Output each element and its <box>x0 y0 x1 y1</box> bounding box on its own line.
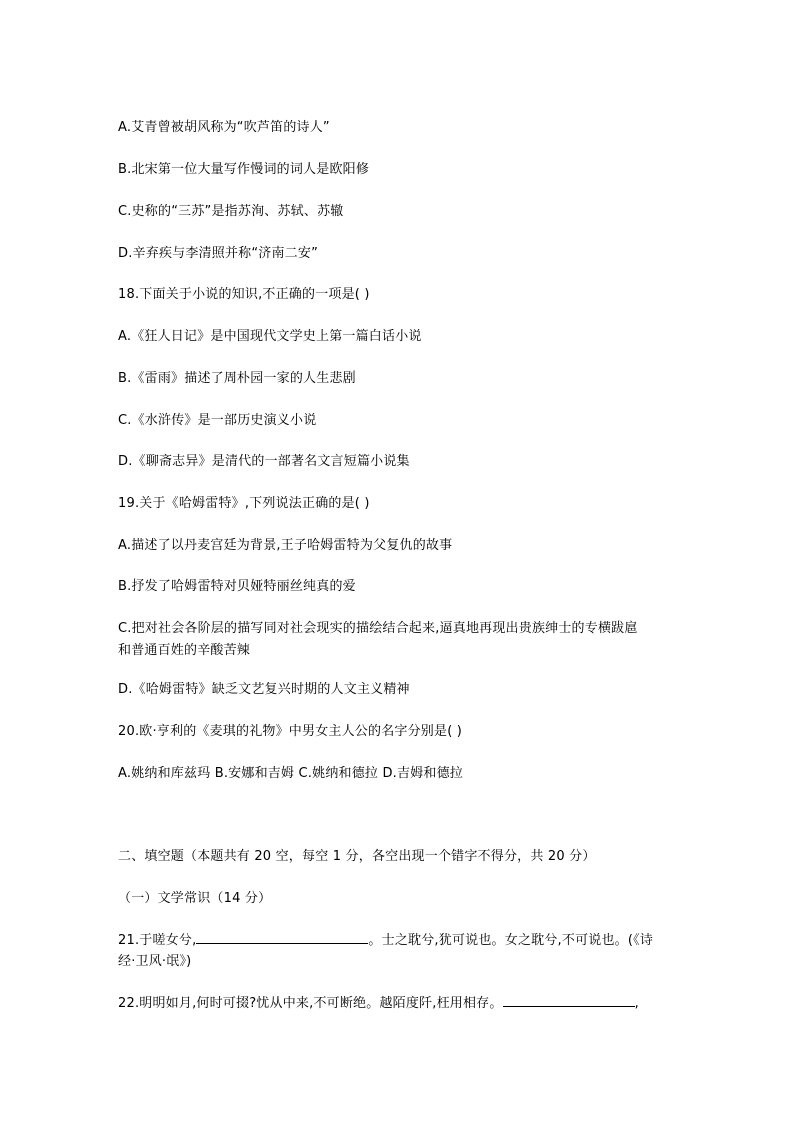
q21-prefix: 21.于嗟女兮, <box>118 933 197 948</box>
q18-option-c: C.《水浒传》是一部历史演义小说 <box>118 413 317 428</box>
q22-line1 <box>118 992 678 1015</box>
q21-answer-blank[interactable] <box>196 929 368 944</box>
q18-option-d: D.《聊斋志异》是清代的一部著名文言短篇小说集 <box>118 454 410 469</box>
q19-option-d: D.《哈姆雷特》缺乏文艺复兴时期的人文主义精神 <box>118 682 410 697</box>
q19-option-c-line1: C.把对社会各阶层的描写同对社会现实的描绘结合起来,逼真地再现出贵族绅士的专横跋扈 <box>118 621 638 636</box>
q21-suffix: 。士之耽兮,犹可说也。女之耽兮,不可说也。(《诗 <box>368 933 654 948</box>
q22-prefix: 22.明明如月,何时可掇?忧从中来,不可断绝。越陌度阡,枉用相存。 <box>118 996 503 1011</box>
q20-stem: 20.欧·亨利的《麦琪的礼物》中男女主人公的名字分别是( ) <box>118 724 463 739</box>
q22-answer-blank[interactable] <box>503 992 635 1007</box>
q19-option-a: A.描述了以丹麦宫廷为背景,王子哈姆雷特为父复仇的故事 <box>118 538 453 553</box>
q17-option-a: A.艾青曾被胡风称为“吹芦笛的诗人” <box>118 120 330 135</box>
q17-option-d: D.辛弃疾与李清照并称“济南二安” <box>118 246 319 261</box>
q19-stem: 19.关于《哈姆雷特》,下列说法正确的是( ) <box>118 496 370 511</box>
q18-option-a: A.《狂人日记》是中国现代文学史上第一篇白话小说 <box>118 329 422 344</box>
q20-options: A.姚纳和库兹玛 B.安娜和吉姆 C.姚纳和德拉 D.吉姆和德拉 <box>118 766 463 781</box>
q18-option-b: B.《雷雨》描述了周朴园一家的人生悲剧 <box>118 371 356 386</box>
q19-option-b: B.抒发了哈姆雷特对贝娅特丽丝纯真的爱 <box>118 579 356 594</box>
section2-subheading: （一）文学常识（14 分） <box>118 891 272 906</box>
section2-heading: 二、填空题（本题共有 20 空，每空 1 分，各空出现一个错字不得分，共 20 分） <box>118 849 596 864</box>
q21-line1 <box>118 929 678 952</box>
q22-suffix: , <box>634 996 639 1011</box>
q18-stem: 18.下面关于小说的知识,不正确的一项是( ) <box>118 287 370 302</box>
q17-option-b: B.北宋第一位大量写作慢词的词人是欧阳修 <box>118 162 370 177</box>
q17-option-c: C.史称的“三苏”是指苏洵、苏轼、苏辙 <box>118 204 344 219</box>
q21-line2: 经·卫风·氓》) <box>118 954 192 969</box>
q19-option-c-line2: 和普通百姓的辛酸苦辣 <box>118 643 251 658</box>
